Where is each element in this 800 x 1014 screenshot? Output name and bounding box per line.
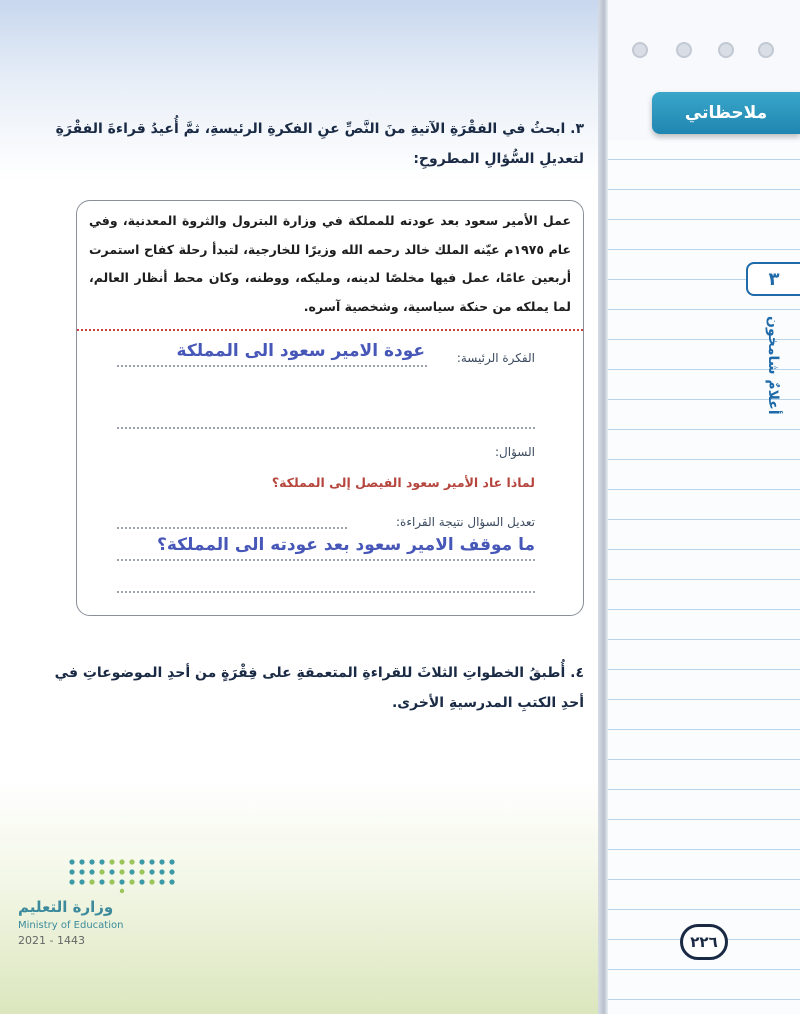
exercise-box — [76, 200, 584, 616]
ministry-logo — [14, 856, 174, 956]
unit-title: أعلامٌ شامخون — [765, 315, 781, 415]
main-idea-line-1 — [117, 365, 427, 367]
binder-hole-icon — [676, 42, 692, 58]
main-idea-label: الفكرة الرئيسة: — [456, 351, 535, 365]
passage-text: عمل الأمير سعود بعد عودته للمملكة في وزارة البترول والثروة المعدنية، وفي عام ١٩٧٥م عيّنه الملك خالد رحمه الله وزيرًا للخارجية، لتبدأ رحلة كفاح استمرت أربعين عامًا، عمل فيها مخلصًا لدينه، ومليكه، ووطنه، وكان محط أنظار العالم، لما يملكه من حنكة سياسية، وشخصية آسره. — [89, 213, 571, 314]
binder-hole-icon — [632, 42, 648, 58]
notes-title-tab: ملاحظاتي — [652, 92, 800, 134]
binder-hole-icon — [758, 42, 774, 58]
exercise-3-line-2: لتعديلِ السُّؤالِ المطروحِ: — [413, 151, 584, 167]
main-idea-answer[interactable]: عودة الامير سعود الى المملكة — [176, 341, 425, 361]
exercise-4-instruction — [30, 658, 584, 718]
main-idea-line-2 — [117, 427, 535, 429]
binder-hole-icon — [718, 42, 734, 58]
revised-line-1 — [117, 527, 347, 529]
question-label: السؤال: — [495, 445, 535, 459]
exercise-4-line-1: ٤. أُطبقُ الخطواتِ الثلاثَ للقراءةِ المتعمقةِ على فِقْرَةٍ من أحدِ الموضوعاتِ في — [54, 665, 584, 681]
logo-english-text: Ministry of Education — [18, 920, 124, 931]
page-fold — [598, 0, 608, 1014]
unit-number-tab: ٣ — [746, 262, 800, 296]
logo-arabic-text: وزارة التعليم — [18, 898, 114, 916]
exercise-3-line-1: ٣. ابحثُ في الفقْرَةِ الآتيةِ منَ النَّصِّ عنِ الفكرةِ الرئيسةِ، ثمَّ أُعيدُ قراءةَ الفقْرَةِ — [55, 121, 584, 137]
revised-line-2 — [117, 559, 535, 561]
notes-column — [608, 0, 800, 1014]
page-number: ٢٢٦ — [680, 924, 728, 960]
revised-question-answer[interactable]: ما موقف الامير سعود بعد عودته الى المملكة؟ — [156, 535, 535, 555]
revised-line-3 — [117, 591, 535, 593]
logo-year: 2021 - 1443 — [18, 934, 85, 947]
question-text: لماذا عاد الأمير سعود الفيصل إلى المملكة؟ — [271, 475, 535, 490]
exercise-4-line-2: أحدِ الكتبِ المدرسيةِ الأخرى. — [391, 695, 584, 711]
logo-dots-icon — [66, 856, 178, 896]
revised-question-label: تعديل السؤال نتيجة القراءة: — [396, 515, 535, 529]
passage-divider — [77, 329, 583, 331]
exercise-3-instruction — [30, 114, 584, 174]
